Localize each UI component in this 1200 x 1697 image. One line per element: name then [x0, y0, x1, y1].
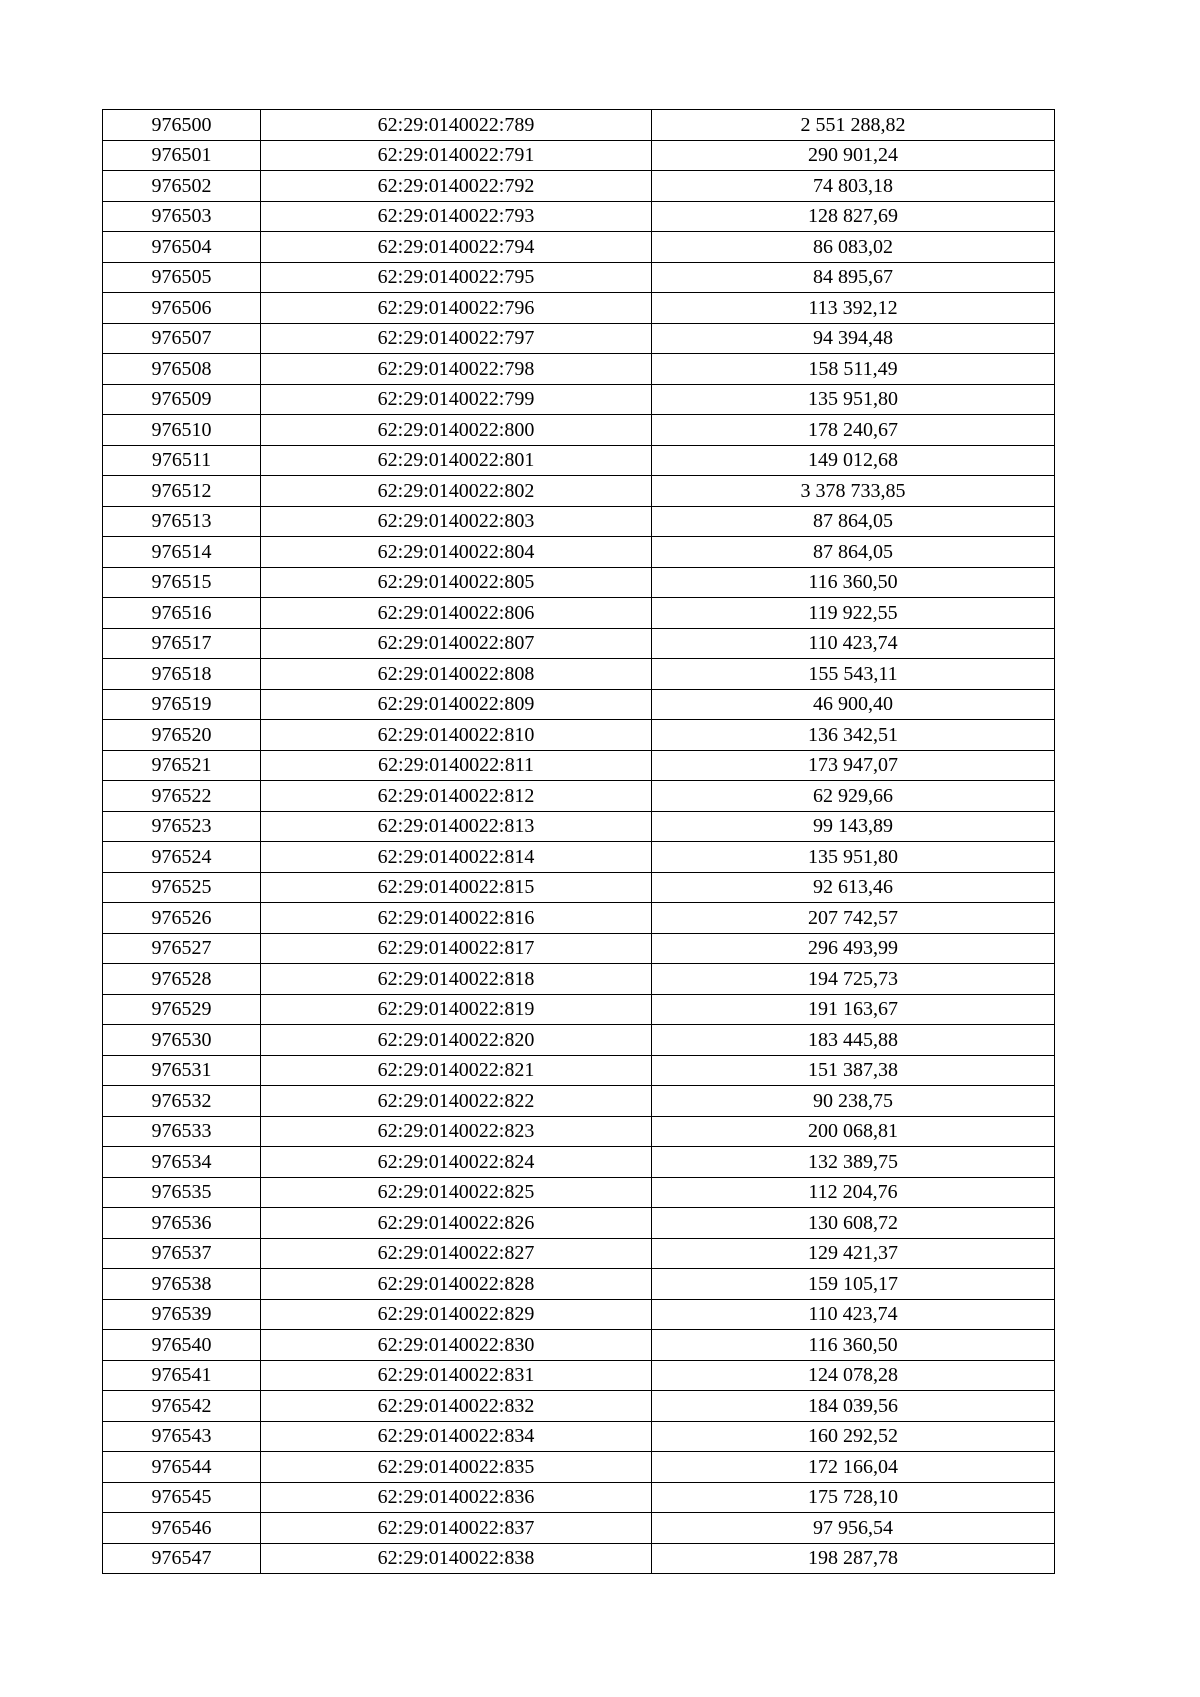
table-row	[103, 506, 1055, 537]
cadastral-value-cell: 151 387,38	[652, 1055, 1055, 1086]
cadastral-number-cell: 62:29:0140022:832	[261, 1391, 652, 1422]
cadastral-number-cell: 62:29:0140022:791	[261, 140, 652, 171]
table-row	[103, 811, 1055, 842]
table-row	[103, 903, 1055, 934]
cadastral-value-cell: 113 392,12	[652, 293, 1055, 324]
row-number-cell: 976523	[103, 811, 261, 842]
table-row	[103, 659, 1055, 690]
row-number-cell: 976520	[103, 720, 261, 751]
row-number-cell: 976544	[103, 1452, 261, 1483]
row-number-cell: 976519	[103, 689, 261, 720]
row-number-cell: 976527	[103, 933, 261, 964]
cadastral-value-cell: 135 951,80	[652, 842, 1055, 873]
cadastral-number-cell: 62:29:0140022:794	[261, 232, 652, 263]
cadastral-number-cell: 62:29:0140022:823	[261, 1116, 652, 1147]
table-row	[103, 689, 1055, 720]
cadastral-value-cell: 296 493,99	[652, 933, 1055, 964]
cadastral-number-cell: 62:29:0140022:804	[261, 537, 652, 568]
cadastral-number-cell: 62:29:0140022:801	[261, 445, 652, 476]
row-number-cell: 976508	[103, 354, 261, 385]
row-number-cell: 976507	[103, 323, 261, 354]
cadastral-number-cell: 62:29:0140022:830	[261, 1330, 652, 1361]
cadastral-value-cell: 46 900,40	[652, 689, 1055, 720]
row-number-cell: 976538	[103, 1269, 261, 1300]
cadastral-number-cell: 62:29:0140022:813	[261, 811, 652, 842]
cadastral-number-cell: 62:29:0140022:816	[261, 903, 652, 934]
table-row	[103, 750, 1055, 781]
cadastral-value-cell: 62 929,66	[652, 781, 1055, 812]
table-row	[103, 415, 1055, 446]
table-row	[103, 1147, 1055, 1178]
cadastral-value-cell: 173 947,07	[652, 750, 1055, 781]
cadastral-value-cell: 128 827,69	[652, 201, 1055, 232]
table-body	[103, 110, 1055, 1574]
cadastral-number-cell: 62:29:0140022:817	[261, 933, 652, 964]
row-number-cell: 976531	[103, 1055, 261, 1086]
cadastral-number-cell: 62:29:0140022:822	[261, 1086, 652, 1117]
cadastral-number-cell: 62:29:0140022:819	[261, 994, 652, 1025]
cadastral-value-cell: 2 551 288,82	[652, 110, 1055, 141]
cadastral-number-cell: 62:29:0140022:815	[261, 872, 652, 903]
row-number-cell: 976534	[103, 1147, 261, 1178]
table-row	[103, 1421, 1055, 1452]
row-number-cell: 976515	[103, 567, 261, 598]
table-row	[103, 598, 1055, 629]
table-row	[103, 964, 1055, 995]
row-number-cell: 976526	[103, 903, 261, 934]
table-row	[103, 1055, 1055, 1086]
row-number-cell: 976539	[103, 1299, 261, 1330]
cadastral-number-cell: 62:29:0140022:838	[261, 1543, 652, 1574]
cadastral-value-cell: 158 511,49	[652, 354, 1055, 385]
table-row	[103, 476, 1055, 507]
cadastral-value-cell: 92 613,46	[652, 872, 1055, 903]
table-row	[103, 1513, 1055, 1544]
row-number-cell: 976535	[103, 1177, 261, 1208]
row-number-cell: 976546	[103, 1513, 261, 1544]
table-row	[103, 232, 1055, 263]
cadastral-value-cell: 135 951,80	[652, 384, 1055, 415]
cadastral-number-cell: 62:29:0140022:831	[261, 1360, 652, 1391]
table-row	[103, 1543, 1055, 1574]
table-row	[103, 1208, 1055, 1239]
cadastral-number-cell: 62:29:0140022:809	[261, 689, 652, 720]
table-row	[103, 1025, 1055, 1056]
cadastral-number-cell: 62:29:0140022:826	[261, 1208, 652, 1239]
cadastral-value-cell: 90 238,75	[652, 1086, 1055, 1117]
cadastral-value-cell: 290 901,24	[652, 140, 1055, 171]
cadastral-value-cell: 129 421,37	[652, 1238, 1055, 1269]
cadastral-value-cell: 130 608,72	[652, 1208, 1055, 1239]
cadastral-value-cell: 74 803,18	[652, 171, 1055, 202]
row-number-cell: 976522	[103, 781, 261, 812]
cadastral-value-cell: 110 423,74	[652, 628, 1055, 659]
row-number-cell: 976547	[103, 1543, 261, 1574]
cadastral-number-cell: 62:29:0140022:837	[261, 1513, 652, 1544]
cadastral-value-cell: 87 864,05	[652, 537, 1055, 568]
table-row	[103, 994, 1055, 1025]
cadastral-number-cell: 62:29:0140022:807	[261, 628, 652, 659]
row-number-cell: 976521	[103, 750, 261, 781]
cadastral-number-cell: 62:29:0140022:834	[261, 1421, 652, 1452]
cadastral-value-cell: 97 956,54	[652, 1513, 1055, 1544]
cadastral-number-cell: 62:29:0140022:806	[261, 598, 652, 629]
cadastral-number-cell: 62:29:0140022:795	[261, 262, 652, 293]
cadastral-number-cell: 62:29:0140022:828	[261, 1269, 652, 1300]
cadastral-value-cell: 116 360,50	[652, 1330, 1055, 1361]
cadastral-number-cell: 62:29:0140022:798	[261, 354, 652, 385]
cadastral-value-cell: 159 105,17	[652, 1269, 1055, 1300]
row-number-cell: 976541	[103, 1360, 261, 1391]
cadastral-value-cell: 119 922,55	[652, 598, 1055, 629]
row-number-cell: 976518	[103, 659, 261, 690]
cadastral-value-cell: 155 543,11	[652, 659, 1055, 690]
row-number-cell: 976525	[103, 872, 261, 903]
table-row	[103, 842, 1055, 873]
cadastral-value-cell: 110 423,74	[652, 1299, 1055, 1330]
table-row	[103, 781, 1055, 812]
cadastral-number-cell: 62:29:0140022:793	[261, 201, 652, 232]
row-number-cell: 976528	[103, 964, 261, 995]
cadastral-number-cell: 62:29:0140022:814	[261, 842, 652, 873]
cadastral-number-cell: 62:29:0140022:796	[261, 293, 652, 324]
cadastral-value-cell: 200 068,81	[652, 1116, 1055, 1147]
cadastral-number-cell: 62:29:0140022:805	[261, 567, 652, 598]
cadastral-value-cell: 132 389,75	[652, 1147, 1055, 1178]
cadastral-value-cell: 84 895,67	[652, 262, 1055, 293]
table-row	[103, 445, 1055, 476]
table-row	[103, 1177, 1055, 1208]
row-number-cell: 976533	[103, 1116, 261, 1147]
table-row	[103, 1299, 1055, 1330]
table-row	[103, 1360, 1055, 1391]
cadastral-number-cell: 62:29:0140022:818	[261, 964, 652, 995]
row-number-cell: 976542	[103, 1391, 261, 1422]
row-number-cell: 976529	[103, 994, 261, 1025]
row-number-cell: 976510	[103, 415, 261, 446]
row-number-cell: 976514	[103, 537, 261, 568]
cadastral-value-cell: 178 240,67	[652, 415, 1055, 446]
row-number-cell: 976543	[103, 1421, 261, 1452]
row-number-cell: 976512	[103, 476, 261, 507]
cadastral-number-cell: 62:29:0140022:835	[261, 1452, 652, 1483]
cadastral-value-cell: 194 725,73	[652, 964, 1055, 995]
table-row	[103, 293, 1055, 324]
cadastral-number-cell: 62:29:0140022:803	[261, 506, 652, 537]
row-number-cell: 976501	[103, 140, 261, 171]
cadastral-value-cell: 116 360,50	[652, 567, 1055, 598]
cadastral-number-cell: 62:29:0140022:792	[261, 171, 652, 202]
row-number-cell: 976524	[103, 842, 261, 873]
table-row	[103, 262, 1055, 293]
cadastral-number-cell: 62:29:0140022:800	[261, 415, 652, 446]
cadastral-value-cell: 160 292,52	[652, 1421, 1055, 1452]
cadastral-number-cell: 62:29:0140022:802	[261, 476, 652, 507]
cadastral-number-cell: 62:29:0140022:808	[261, 659, 652, 690]
cadastral-number-cell: 62:29:0140022:824	[261, 1147, 652, 1178]
table-row	[103, 354, 1055, 385]
cadastral-value-table	[102, 109, 1055, 1574]
table-row	[103, 1482, 1055, 1513]
table-row	[103, 1391, 1055, 1422]
table-row	[103, 1238, 1055, 1269]
cadastral-value-cell: 3 378 733,85	[652, 476, 1055, 507]
cadastral-number-cell: 62:29:0140022:836	[261, 1482, 652, 1513]
cadastral-number-cell: 62:29:0140022:820	[261, 1025, 652, 1056]
row-number-cell: 976532	[103, 1086, 261, 1117]
table-row	[103, 201, 1055, 232]
cadastral-value-cell: 136 342,51	[652, 720, 1055, 751]
row-number-cell: 976517	[103, 628, 261, 659]
table-row	[103, 1086, 1055, 1117]
row-number-cell: 976506	[103, 293, 261, 324]
cadastral-value-cell: 172 166,04	[652, 1452, 1055, 1483]
row-number-cell: 976505	[103, 262, 261, 293]
row-number-cell: 976516	[103, 598, 261, 629]
cadastral-value-cell: 149 012,68	[652, 445, 1055, 476]
cadastral-number-cell: 62:29:0140022:811	[261, 750, 652, 781]
cadastral-number-cell: 62:29:0140022:821	[261, 1055, 652, 1086]
cadastral-number-cell: 62:29:0140022:829	[261, 1299, 652, 1330]
cadastral-value-cell: 175 728,10	[652, 1482, 1055, 1513]
table-row	[103, 1330, 1055, 1361]
table-row	[103, 140, 1055, 171]
cadastral-value-cell: 87 864,05	[652, 506, 1055, 537]
table-row	[103, 933, 1055, 964]
row-number-cell: 976503	[103, 201, 261, 232]
cadastral-number-cell: 62:29:0140022:799	[261, 384, 652, 415]
cadastral-number-cell: 62:29:0140022:810	[261, 720, 652, 751]
table-row	[103, 110, 1055, 141]
row-number-cell: 976504	[103, 232, 261, 263]
cadastral-number-cell: 62:29:0140022:825	[261, 1177, 652, 1208]
row-number-cell: 976537	[103, 1238, 261, 1269]
row-number-cell: 976509	[103, 384, 261, 415]
row-number-cell: 976530	[103, 1025, 261, 1056]
cadastral-value-cell: 94 394,48	[652, 323, 1055, 354]
table-row	[103, 628, 1055, 659]
row-number-cell: 976513	[103, 506, 261, 537]
row-number-cell: 976536	[103, 1208, 261, 1239]
cadastral-value-cell: 124 078,28	[652, 1360, 1055, 1391]
row-number-cell: 976545	[103, 1482, 261, 1513]
cadastral-number-cell: 62:29:0140022:812	[261, 781, 652, 812]
table-row	[103, 537, 1055, 568]
table-row	[103, 384, 1055, 415]
table-row	[103, 1452, 1055, 1483]
table-row	[103, 1116, 1055, 1147]
cadastral-value-cell: 86 083,02	[652, 232, 1055, 263]
row-number-cell: 976511	[103, 445, 261, 476]
cadastral-value-cell: 183 445,88	[652, 1025, 1055, 1056]
cadastral-value-cell: 184 039,56	[652, 1391, 1055, 1422]
cadastral-value-cell: 99 143,89	[652, 811, 1055, 842]
table-row	[103, 720, 1055, 751]
table-row	[103, 1269, 1055, 1300]
table-row	[103, 323, 1055, 354]
row-number-cell: 976502	[103, 171, 261, 202]
cadastral-value-cell: 207 742,57	[652, 903, 1055, 934]
table-row	[103, 171, 1055, 202]
table-row	[103, 567, 1055, 598]
row-number-cell: 976540	[103, 1330, 261, 1361]
cadastral-value-cell: 191 163,67	[652, 994, 1055, 1025]
cadastral-number-cell: 62:29:0140022:797	[261, 323, 652, 354]
row-number-cell: 976500	[103, 110, 261, 141]
cadastral-number-cell: 62:29:0140022:827	[261, 1238, 652, 1269]
cadastral-number-cell: 62:29:0140022:789	[261, 110, 652, 141]
cadastral-value-cell: 198 287,78	[652, 1543, 1055, 1574]
cadastral-value-cell: 112 204,76	[652, 1177, 1055, 1208]
table-row	[103, 872, 1055, 903]
